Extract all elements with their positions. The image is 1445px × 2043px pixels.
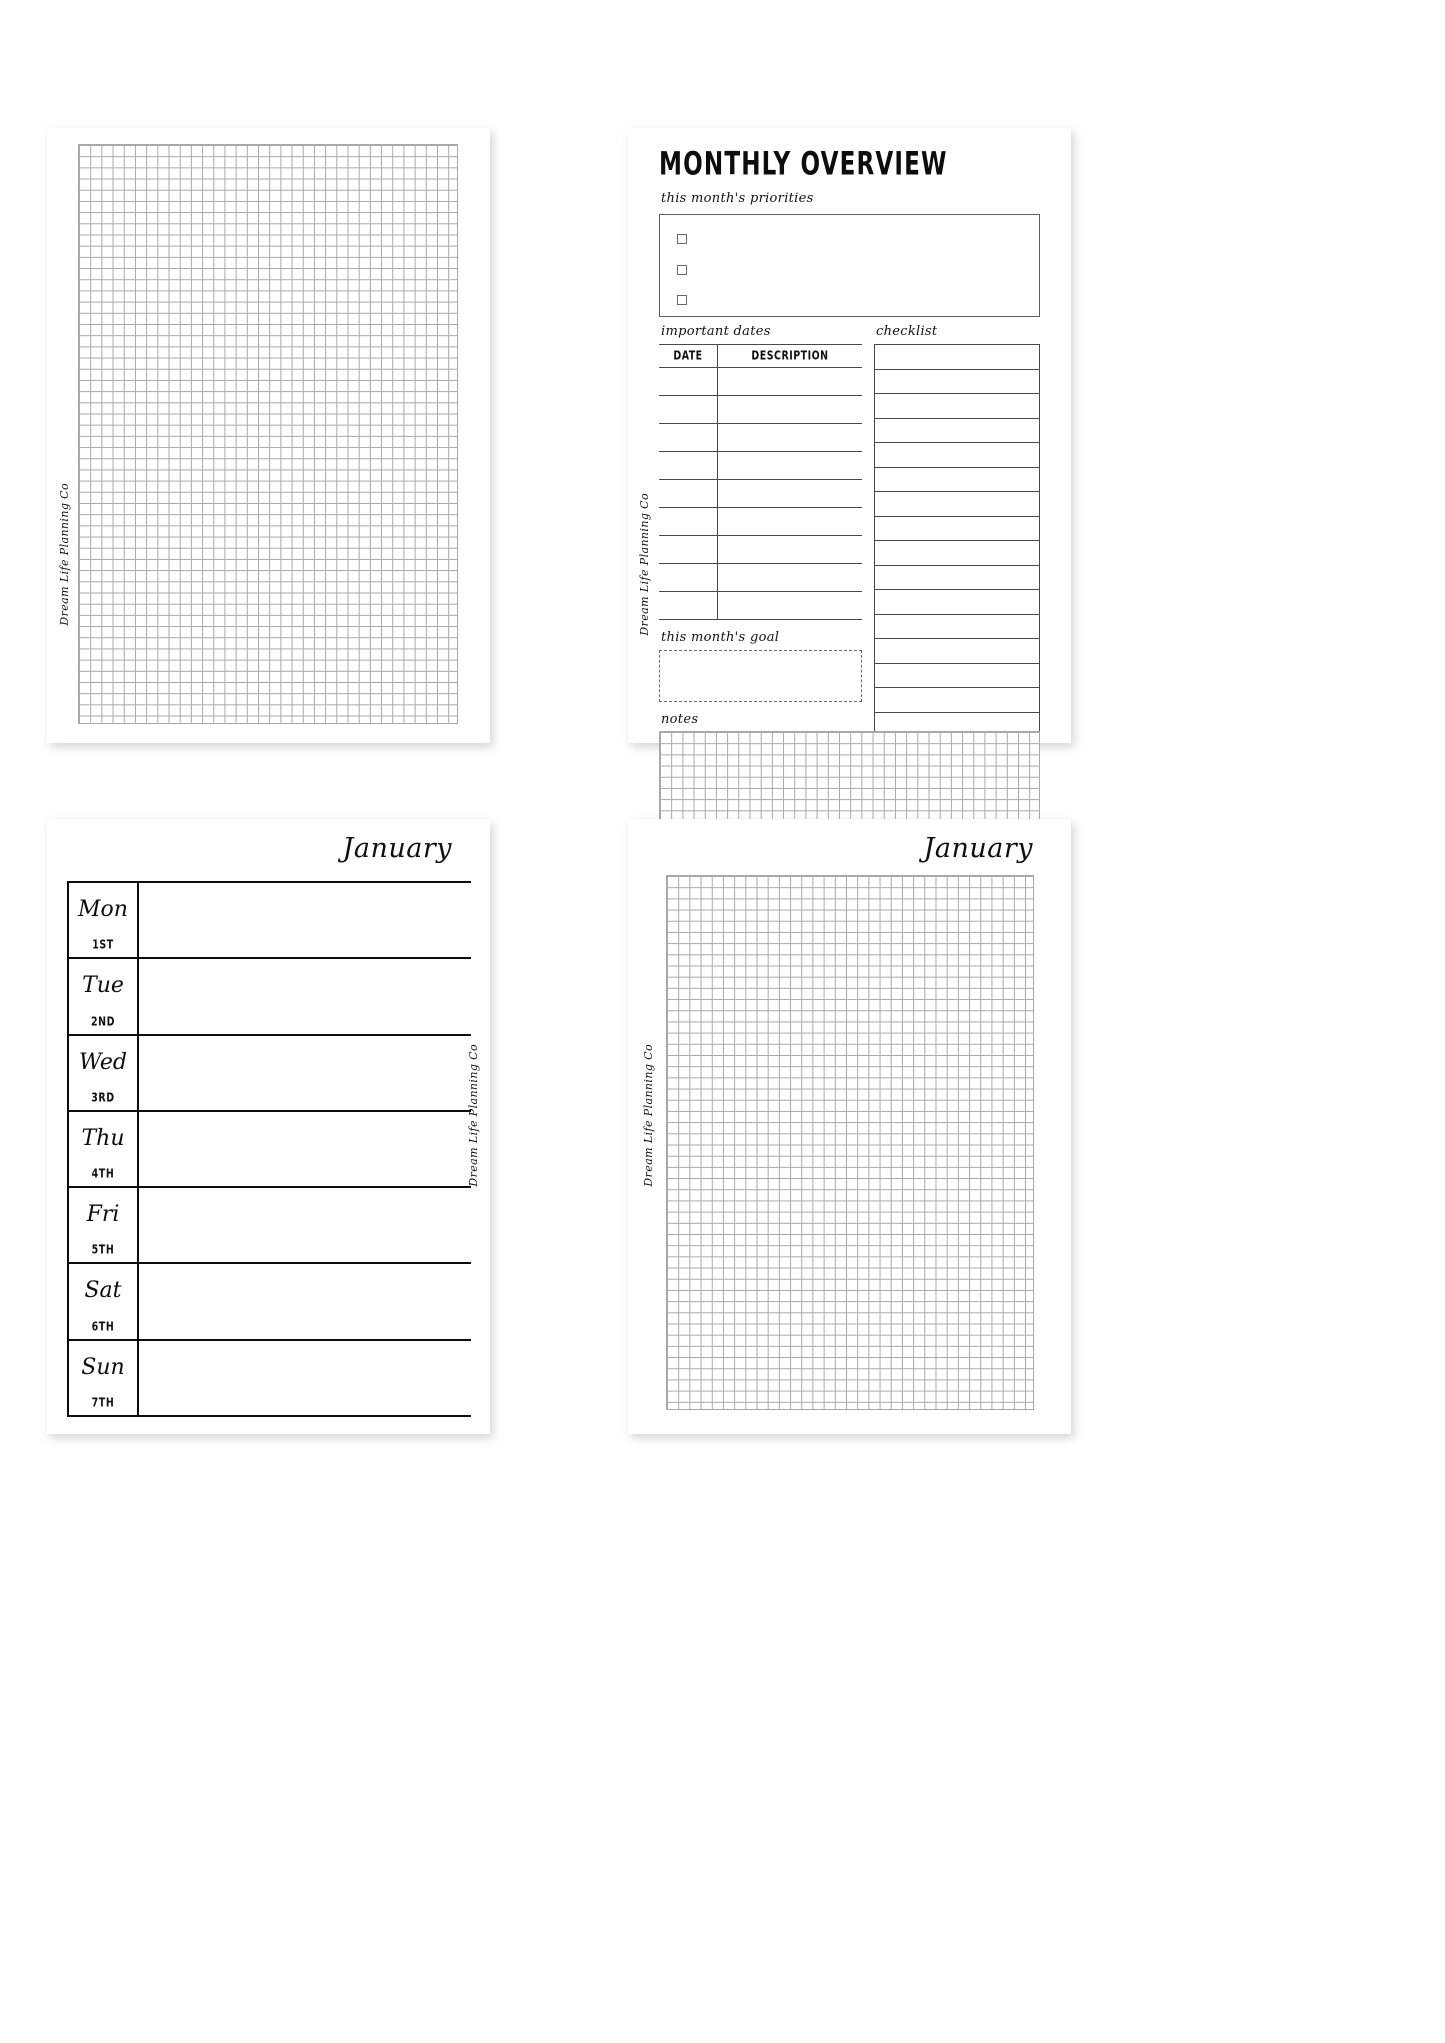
day-label-cell: [67, 1341, 139, 1415]
day-entry-area[interactable]: [139, 1264, 471, 1338]
day-row[interactable]: [67, 1188, 471, 1264]
table-row[interactable]: [659, 480, 862, 508]
table-row[interactable]: [659, 592, 862, 620]
brand-watermark: Dream Life Planning Co: [642, 1044, 655, 1187]
notes-label: notes: [661, 712, 699, 727]
cell-description[interactable]: [718, 368, 862, 395]
day-label-cell: [67, 1112, 139, 1186]
day-date: 6TH: [91, 1319, 115, 1334]
day-date: 3RD: [91, 1090, 115, 1105]
table-header-row: [659, 345, 862, 368]
day-name: Tue: [82, 973, 124, 999]
day-row[interactable]: [67, 959, 471, 1035]
cell-date[interactable]: [659, 424, 718, 451]
column-header-date: DATE: [673, 349, 703, 363]
graph-paper-area[interactable]: [78, 144, 458, 724]
checklist-row[interactable]: [875, 664, 1039, 689]
day-row[interactable]: [67, 1264, 471, 1340]
cell-date[interactable]: [659, 480, 718, 507]
important-dates-table[interactable]: [659, 344, 862, 619]
cell-date[interactable]: [659, 508, 718, 535]
checklist-row[interactable]: [875, 394, 1039, 419]
weekly-day-table: [67, 881, 471, 1415]
checklist-row[interactable]: [875, 566, 1039, 591]
table-row[interactable]: [659, 564, 862, 592]
day-date: 2ND: [90, 1014, 116, 1029]
checklist-row[interactable]: [875, 370, 1039, 395]
month-title: January: [923, 833, 1033, 864]
goal-box[interactable]: [659, 650, 862, 702]
cell-date[interactable]: [659, 592, 718, 619]
checklist-row[interactable]: [875, 443, 1039, 468]
day-entry-area[interactable]: [139, 959, 471, 1033]
checklist-row[interactable]: [875, 492, 1039, 517]
day-name: Wed: [79, 1049, 127, 1075]
day-entry-area[interactable]: [139, 1036, 471, 1110]
checklist-row[interactable]: [875, 517, 1039, 542]
day-label-cell: [67, 959, 139, 1033]
page-grid-plain[interactable]: [47, 128, 490, 743]
day-entry-area[interactable]: [139, 1188, 471, 1262]
checklist-row[interactable]: [875, 468, 1039, 493]
priority-checkbox[interactable]: [677, 265, 687, 275]
checklist-row[interactable]: [875, 541, 1039, 566]
cell-description[interactable]: [718, 396, 862, 423]
checklist-table[interactable]: [874, 344, 1040, 736]
cell-date[interactable]: [659, 368, 718, 395]
table-row[interactable]: [659, 368, 862, 396]
table-row[interactable]: [659, 424, 862, 452]
day-name: Mon: [78, 897, 128, 922]
cell-description[interactable]: [718, 480, 862, 507]
day-row[interactable]: [67, 1036, 471, 1112]
cell-description[interactable]: [718, 424, 862, 451]
day-name: Sun: [81, 1354, 125, 1380]
day-row[interactable]: [67, 883, 471, 959]
page-month-grid[interactable]: [628, 819, 1071, 1434]
checklist-label: checklist: [876, 324, 938, 339]
day-entry-area[interactable]: [139, 1341, 471, 1415]
column-header-description: DESCRIPTION: [751, 349, 829, 363]
notes-grid-area[interactable]: [659, 731, 1040, 824]
header-cell-description: [718, 345, 862, 367]
checklist-row[interactable]: [875, 590, 1039, 615]
header-cell-date: [659, 345, 718, 367]
goal-label: this month's goal: [661, 630, 780, 645]
brand-watermark: Dream Life Planning Co: [638, 493, 651, 636]
priorities-box[interactable]: [659, 214, 1040, 317]
priority-checkbox[interactable]: [677, 234, 687, 244]
day-date: 4TH: [91, 1167, 115, 1181]
day-date: 5TH: [91, 1243, 115, 1258]
checklist-row[interactable]: [875, 419, 1039, 444]
day-label-cell: [67, 1264, 139, 1338]
cell-description[interactable]: [718, 452, 862, 479]
day-label-cell: [67, 883, 139, 957]
day-name: Thu: [81, 1125, 125, 1151]
table-row[interactable]: [659, 396, 862, 424]
table-row[interactable]: [659, 508, 862, 536]
important-dates-label: important dates: [661, 324, 771, 339]
day-name: Fri: [86, 1202, 120, 1228]
graph-paper-area[interactable]: [666, 875, 1034, 1410]
page-title: MONTHLY OVERVIEW: [659, 146, 948, 183]
cell-date[interactable]: [659, 564, 718, 591]
cell-description[interactable]: [718, 508, 862, 535]
checklist-row[interactable]: [875, 615, 1039, 640]
brand-watermark: Dream Life Planning Co: [58, 483, 71, 626]
checklist-row[interactable]: [875, 688, 1039, 713]
page-monthly-overview[interactable]: [628, 128, 1071, 743]
day-name: Sat: [84, 1278, 122, 1304]
cell-description[interactable]: [718, 564, 862, 591]
day-date: 7TH: [91, 1395, 115, 1410]
page-weekly-planner[interactable]: [47, 819, 490, 1434]
cell-description[interactable]: [718, 536, 862, 563]
day-row[interactable]: [67, 1112, 471, 1188]
checklist-row[interactable]: [875, 639, 1039, 664]
brand-watermark: Dream Life Planning Co: [467, 1044, 480, 1187]
day-entry-area[interactable]: [139, 1112, 471, 1186]
day-entry-area[interactable]: [139, 883, 471, 957]
cell-date[interactable]: [659, 396, 718, 423]
day-label-cell: [67, 1188, 139, 1262]
priorities-label: this month's priorities: [661, 191, 814, 206]
day-row[interactable]: [67, 1341, 471, 1417]
day-label-cell: [67, 1036, 139, 1110]
checklist-row[interactable]: [875, 345, 1039, 370]
table-row[interactable]: [659, 536, 862, 564]
cell-date[interactable]: [659, 536, 718, 563]
day-date: 1ST: [92, 938, 114, 953]
cell-date[interactable]: [659, 452, 718, 479]
cell-description[interactable]: [718, 592, 862, 619]
month-title: January: [342, 833, 452, 864]
table-row[interactable]: [659, 452, 862, 480]
priority-checkbox[interactable]: [677, 295, 687, 305]
